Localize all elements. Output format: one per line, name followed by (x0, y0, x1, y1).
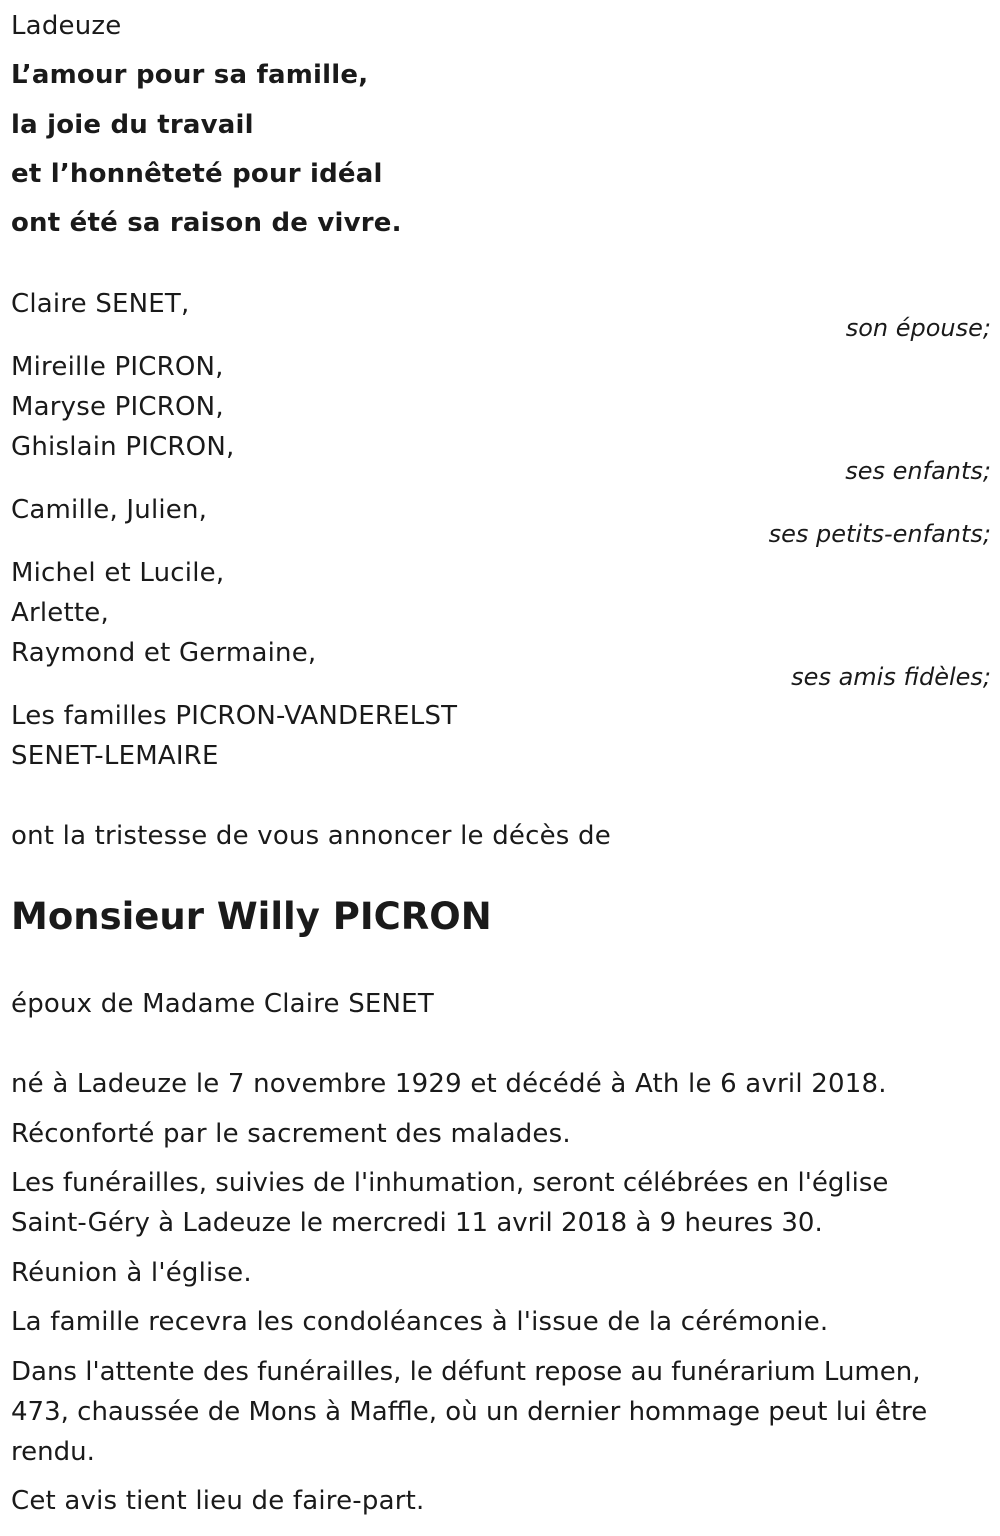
friend-name: Arlette, (11, 598, 109, 628)
friends-role: ses amis fidèles; (791, 663, 991, 691)
funeral-paragraph: Les funérailles, suivies de l'inhumation, seront célébrées en l'église Saint-Géry à Ladeuze le mercredi 11 avril 2018 à 9 heures 30. (11, 1168, 889, 1238)
spouse-role: son épouse; (845, 314, 991, 342)
epitaph-line: ont été sa raison de vivre. (11, 208, 402, 238)
place-line: Ladeuze (11, 11, 122, 41)
announcement-line: ont la tristesse de vous annoncer le décès de (11, 821, 611, 851)
epitaph-line: et l’honnêteté pour idéal (11, 159, 383, 189)
closing-line: Cet avis tient lieu de faire-part. (11, 1486, 425, 1516)
friend-name: Raymond et Germaine, (11, 638, 317, 668)
child-name: Ghislain PICRON, (11, 432, 235, 462)
child-name: Mireille PICRON, (11, 352, 224, 382)
grandchildren-role: ses petits-enfants; (768, 520, 991, 548)
child-name: Maryse PICRON, (11, 392, 224, 422)
spouse-line: époux de Madame Claire SENET (11, 989, 434, 1019)
families-name: SENET-LEMAIRE (11, 741, 219, 771)
deceased-name: Monsieur Willy PICRON (11, 895, 492, 938)
sacrament-line: Réconforté par le sacrement des malades. (11, 1119, 571, 1149)
children-role: ses enfants; (845, 457, 991, 485)
birth-death-line: né à Ladeuze le 7 novembre 1929 et décédé à Ath le 6 avril 2018. (11, 1069, 887, 1099)
epitaph-line: la joie du travail (11, 110, 254, 140)
funerarium-paragraph: Dans l'attente des funérailles, le défunt repose au funérarium Lumen, 473, chaussée de Mons à Maffle, où un dernier hommage peut lui être rendu. (11, 1357, 928, 1467)
epitaph-line: L’amour pour sa famille, (11, 60, 369, 90)
spouse-name: Claire SENET, (11, 289, 190, 319)
friend-name: Michel et Lucile, (11, 558, 225, 588)
meeting-line: Réunion à l'église. (11, 1258, 252, 1288)
grandchildren-names: Camille, Julien, (11, 495, 208, 525)
families-name: Les familles PICRON-VANDERELST (11, 701, 458, 731)
condolences-line: La famille recevra les condoléances à l'issue de la cérémonie. (11, 1307, 829, 1337)
